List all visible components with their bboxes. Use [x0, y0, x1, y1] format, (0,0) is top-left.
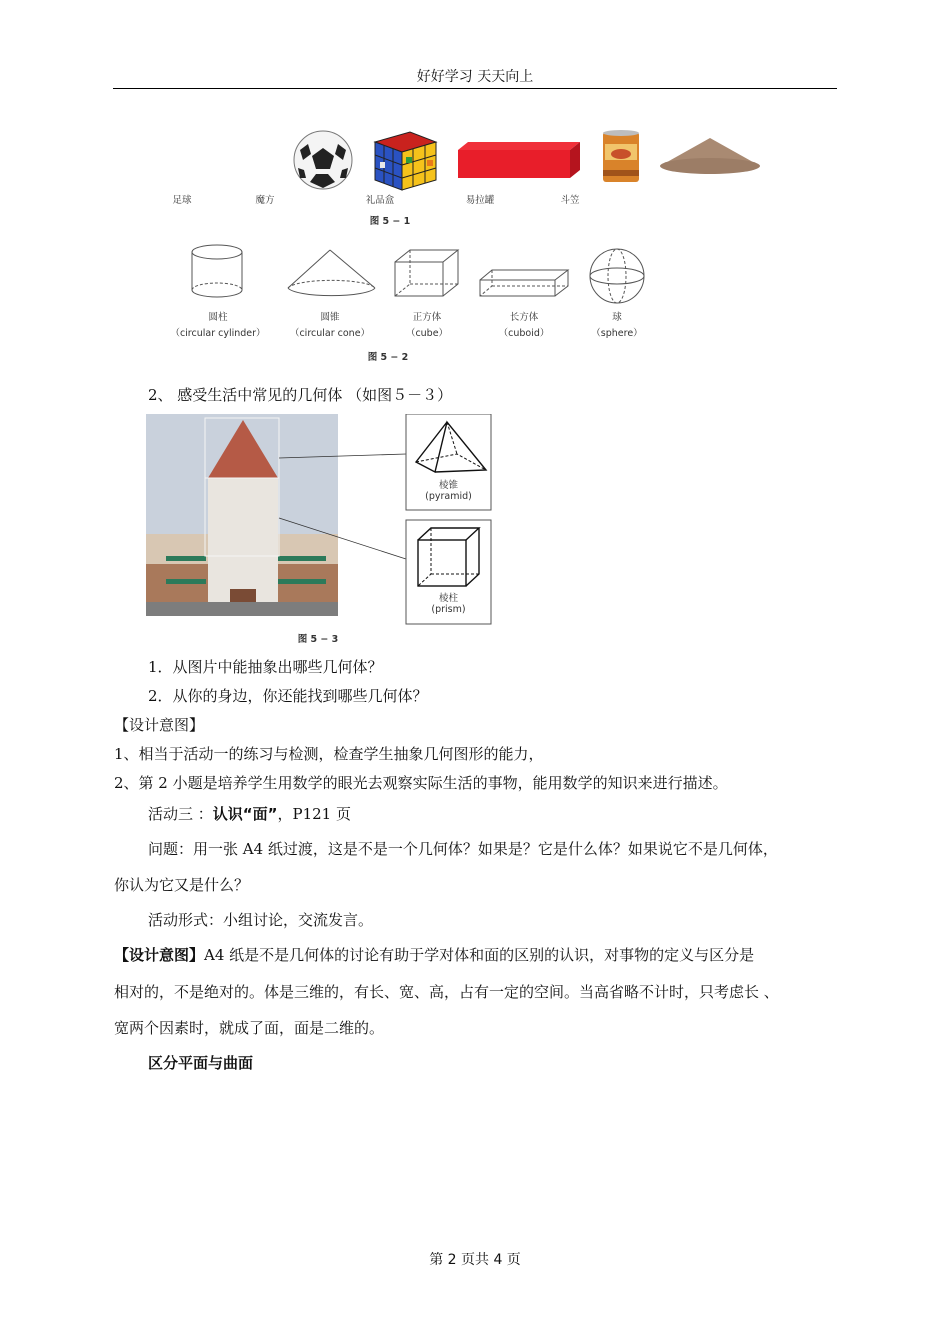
fig2-en-cuboid: （cuboid） — [498, 328, 550, 339]
fig2-name-sphere: 球 — [612, 312, 622, 323]
question-1: 1．从图片中能抽象出哪些几何体？ — [148, 658, 383, 676]
fig1-caption-giftbox: 礼品盒 — [365, 195, 395, 206]
figure-5-3-label: 图 5 − 3 — [297, 634, 339, 645]
design-intent-1-line-1: 1、相当于活动一的练习与检测，检查学生抽象几何图形的能力， — [114, 745, 544, 763]
tower-photo — [146, 414, 338, 616]
fig2-name-cylinder: 圆柱 — [208, 312, 228, 323]
fig2-en-cone: （circular cone） — [289, 328, 371, 339]
fig1-caption-cube: 魔方 — [255, 195, 275, 206]
design-intent-2-line-1 — [114, 944, 754, 965]
pyramid-name: 棱锥 — [438, 480, 458, 491]
activity-3-page: ，P121 页 — [277, 805, 351, 823]
section-2-title: 2、 感受生活中常见的几何体 （如图５－３） — [148, 386, 453, 404]
activity-3-prefix: 活动三 ： — [148, 805, 213, 823]
fig2-name-cone: 圆锥 — [320, 312, 340, 323]
fig2-en-cylinder: （circular cylinder） — [170, 328, 266, 339]
fig1-caption-can: 易拉罐 — [465, 195, 495, 206]
page-footer: 第 2 页共 4 页 — [429, 1252, 521, 1268]
figure-5-1-label: 图 5 − 1 — [369, 216, 411, 227]
figure-5-2-label: 图 5 − 2 — [367, 352, 409, 363]
question-line-2: 你认为它又是什么？ — [114, 876, 250, 894]
activity-form: 活动形式：小组讨论，交流发言。 — [148, 911, 374, 929]
question-2: 2．从你的身边，你还能找到哪些几何体？ — [148, 687, 428, 705]
soccer-ball-image — [294, 131, 352, 189]
pyramid-en: (pyramid) — [425, 491, 472, 502]
design-intent-1-line-2: 2、第 2 小题是培养学生用数学的眼光去观察实际生活的事物，能用数学的知识来进行描述。 — [114, 774, 728, 792]
fig1-caption-hat: 斗笠 — [560, 195, 580, 206]
design-intent-heading-1: 【设计意图】 — [114, 716, 205, 734]
rubiks-cube-image — [375, 132, 436, 190]
figure-5-2 — [180, 240, 660, 310]
fig2-en-cube: （cube） — [405, 328, 449, 339]
design-intent-2-line-2: 相对的，不是绝对的。体是三维的，有长、宽、高，占有一定的空间。当高省略不计时，只考虑长 、 — [114, 983, 779, 1001]
activity-3-title: 认识“面” — [212, 805, 278, 823]
subheading-plane-curved: 区分平面与曲面 — [148, 1054, 254, 1072]
cuboid-shape — [480, 270, 568, 296]
question-line-1: 问题：用一张 A4 纸过渡，这是不是一个几何体？如果是？它是什么体？如果说它不是几何体， — [148, 840, 778, 858]
design-intent-2-line-1-text: A4 纸是不是几何体的讨论有助于学对体和面的区别的认识，对事物的定义与区分是 — [204, 946, 755, 964]
bamboo-hat-image — [660, 138, 760, 174]
gift-box-image — [458, 142, 580, 178]
fig1-caption-soccer: 足球 — [172, 195, 192, 206]
sphere-shape — [590, 249, 644, 303]
prism-en: (prism) — [431, 604, 466, 615]
fig2-en-sphere: （sphere） — [591, 328, 643, 339]
cylinder-shape — [192, 245, 242, 297]
prism-name: 棱柱 — [438, 593, 458, 604]
activity-3-line — [148, 803, 351, 824]
design-intent-heading-2: 【设计意图】 — [114, 946, 205, 964]
design-intent-2-line-3: 宽两个因素时，就成了面，面是二维的。 — [114, 1019, 385, 1037]
fig2-name-cube: 正方体 — [412, 312, 442, 323]
fig2-name-cuboid: 长方体 — [509, 312, 539, 323]
header-divider — [113, 88, 837, 89]
cone-shape — [288, 250, 375, 296]
cube-shape — [395, 250, 458, 296]
page-header: 好好学习 天天向上 — [416, 69, 534, 85]
soda-can-image — [603, 130, 639, 182]
